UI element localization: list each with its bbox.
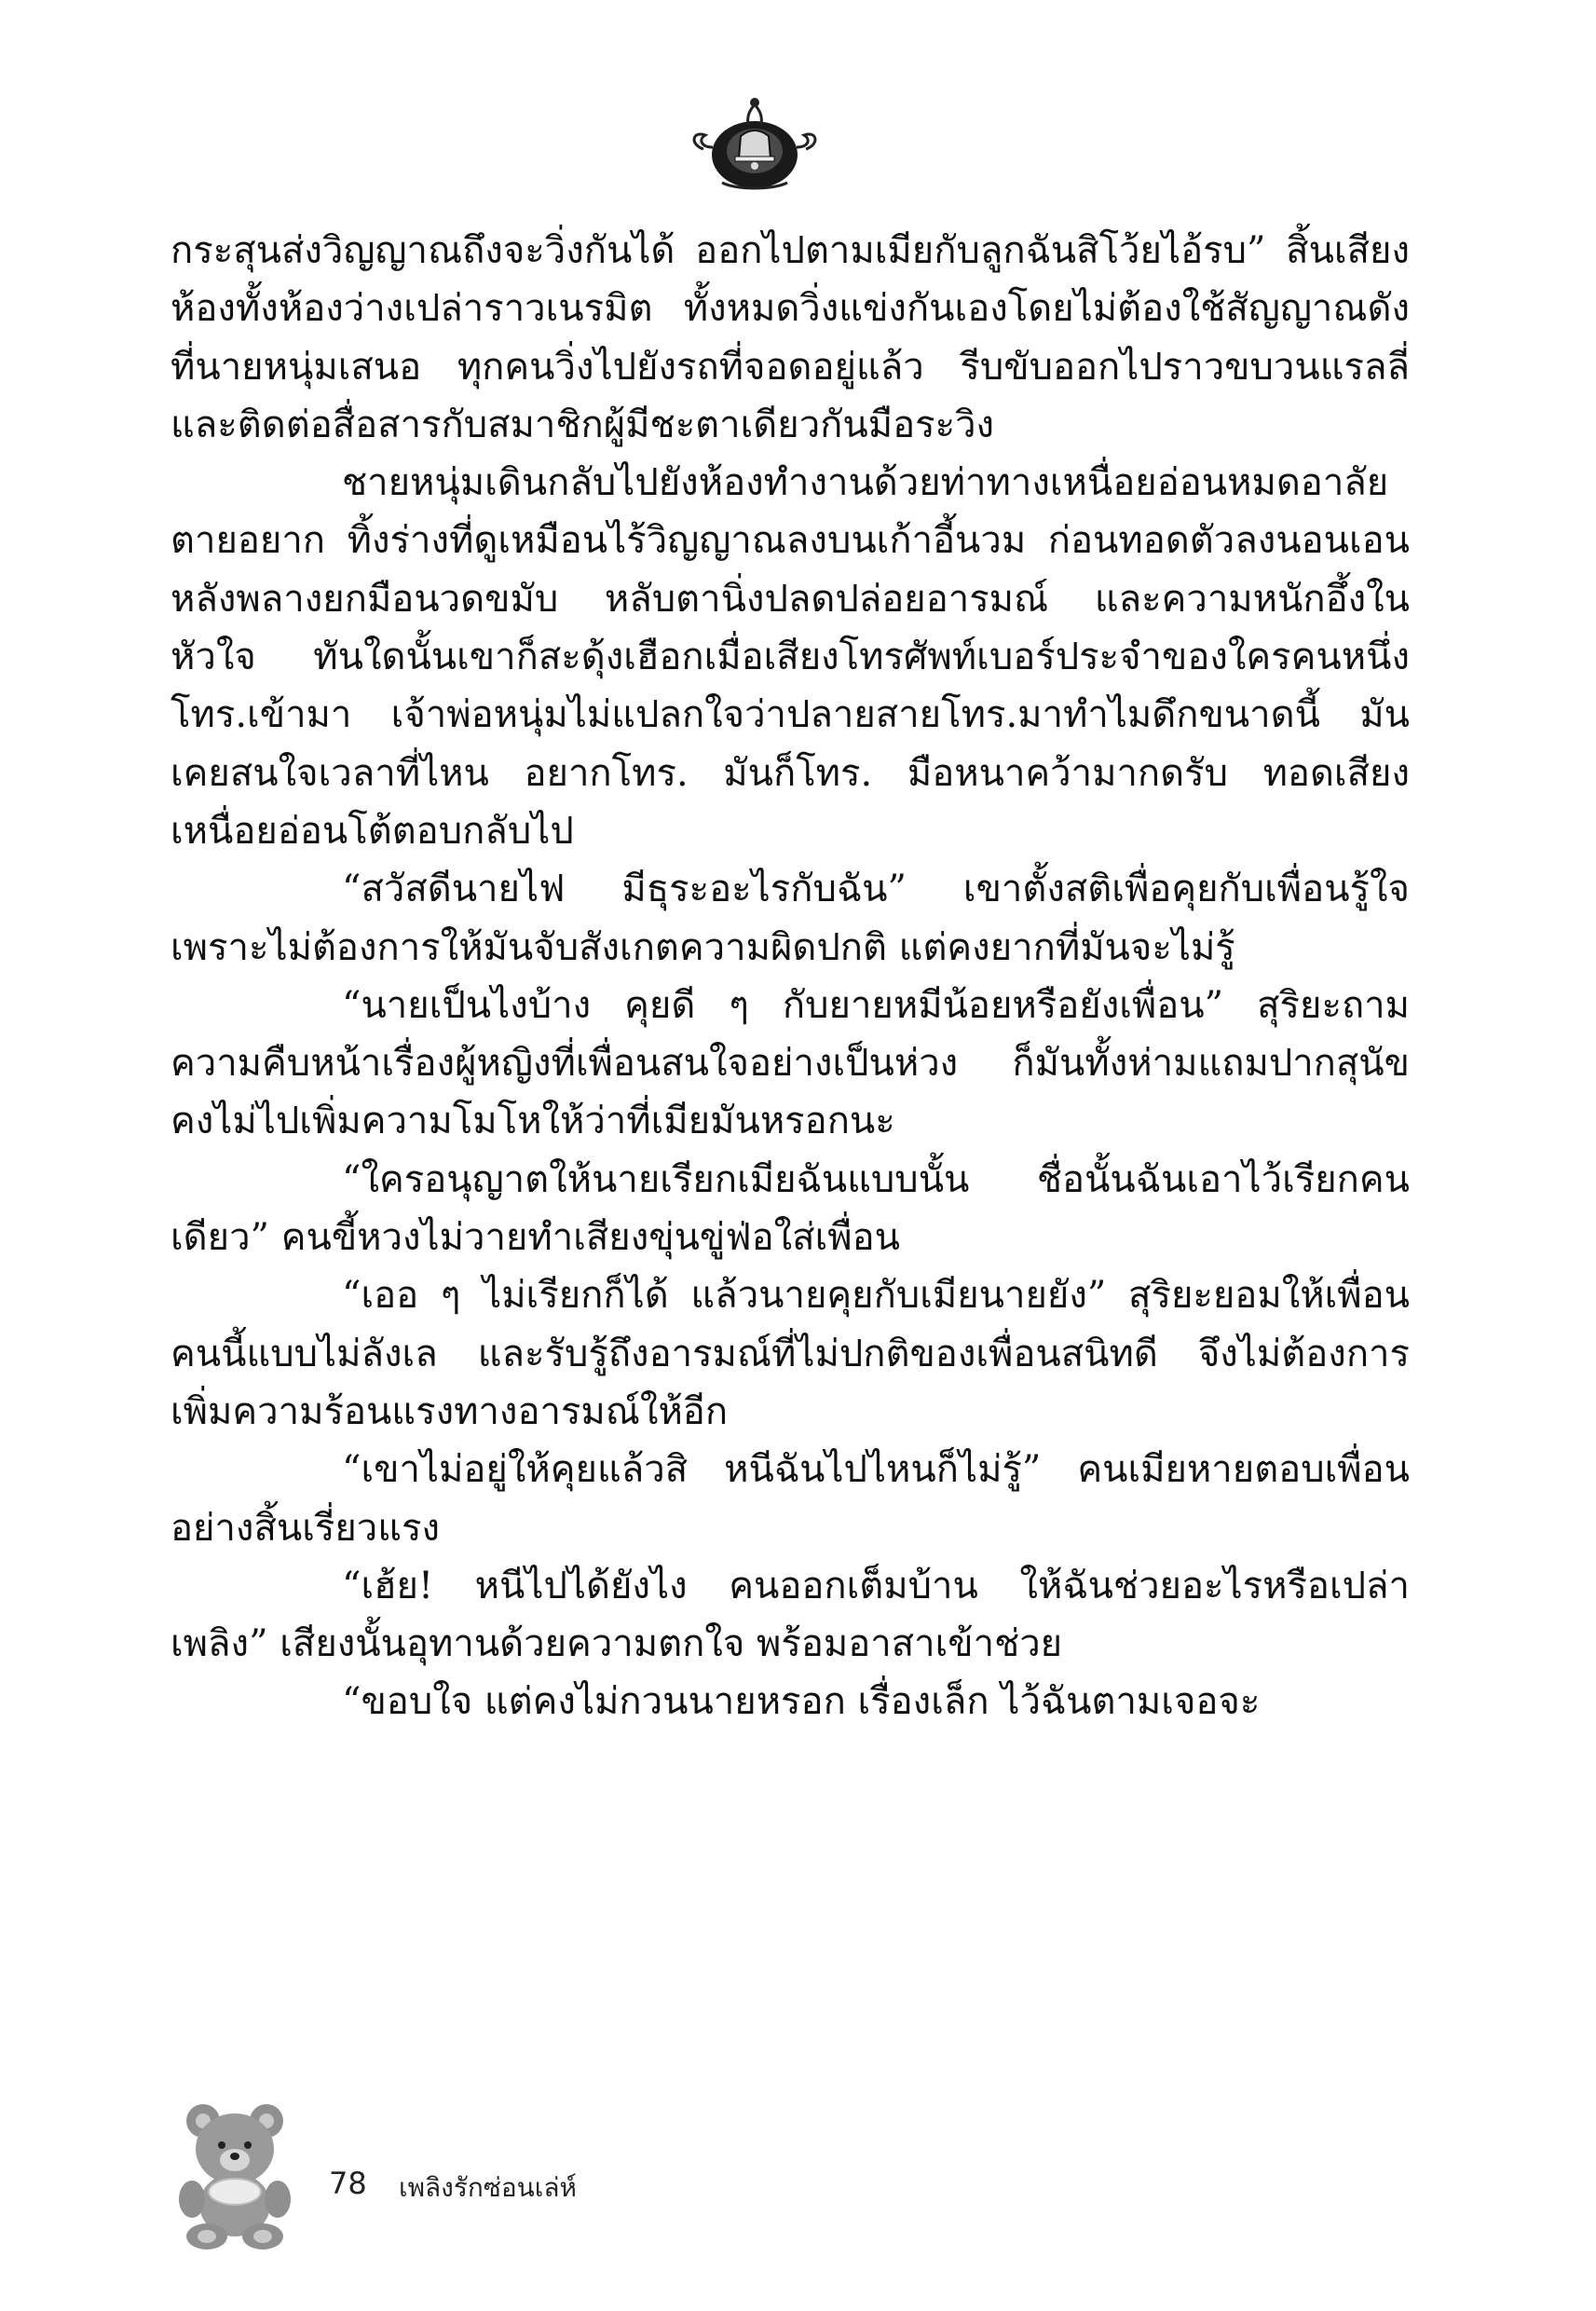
paragraph: “เฮ้ย! หนีไปได้ยังไง คนออกเต็มบ้าน ให้ฉันช่วยอะไรหรือเปล่าเพลิง” เสียงนั้นอุทานด้วยความตกใจ พร้อมอาสาเข้าช่วย: [171, 1564, 1410, 1666]
paragraph: กระสุนส่งวิญญาณถึงจะวิ่งกันได้ ออกไปตามเมียกับลูกฉันสิโว้ยไอ้รบ” สิ้นเสียง ห้องทั้งห้องว่างเปล่าราวเนรมิต ทั้งหมดวิ่งแข่งกันเองโดยไม่ต้องใช้สัญญาณดังที่นายหนุ่มเสนอ ทุกคนวิ่งไปยังรถที่จอดอยู่แล้ว รีบขับออกไปราวขบวนแรลลี่ และติดต่อสื่อสารกับสมาชิกผู้มีชะตาเดียวกันมือระวิง: [171, 229, 1410, 446]
page-footer: [175, 2095, 827, 2253]
bell-ornament-icon: [685, 93, 825, 196]
page-number: 78: [329, 2166, 367, 2201]
paragraph: “สวัสดีนายไฟ มีธุระอะไรกับฉัน” เขาตั้งสติเพื่อคุยกับเพื่อนรู้ใจ เพราะไม่ต้องการให้มันจับสังเกตความผิดปกติ แต่คงยากที่มันจะไม่รู้: [171, 868, 1410, 969]
paragraph: “เออ ๆ ไม่เรียกก็ได้ แล้วนายคุยกับเมียนายยัง” สุริยะยอมให้เพื่อนคนนี้แบบไม่ลังเล และรับรู้ถึงอารมณ์ที่ไม่ปกติของเพื่อนสนิทดี จึงไม่ต้องการเพิ่มความร้อนแรงทางอารมณ์ให้อีก: [171, 1274, 1410, 1433]
paragraph: “นายเป็นไงบ้าง คุยดี ๆ กับยายหมีน้อยหรือยังเพื่อน” สุริยะถามความคืบหน้าเรื่องผู้หญิงที่เพื่อนสนใจอย่างเป็นห่วง ก็มันทั้งห่ามแถมปากสุนัข คงไม่ไปเพิ่มความโมโหให้ว่าที่เมียมันหรอกนะ: [171, 983, 1410, 1143]
paragraph: “ใครอนุญาตให้นายเรียกเมียฉันแบบนั้น ชื่อนั้นฉันเอาไว้เรียกคนเดียว” คนขี้หวงไม่วายทำเสียงขุ่นขู่ฟ่อใส่เพื่อน: [171, 1157, 1410, 1260]
paragraph: ชายหนุ่มเดินกลับไปยังห้องทำงานด้วยท่าทางเหนื่อยอ่อนหมดอาลัยตายอยาก ทิ้งร่างที่ดูเหมือนไร้วิญญาณลงบนเก้าอี้นวม ก่อนทอดตัวลงนอนเอนหลังพลางยกมือนวดขมับ หลับตานิ่งปลดปล่อยอารมณ์ และความหนักอึ้งในหัวใจ ทันใดนั้นเขาก็สะดุ้งเฮือกเมื่อเสียงโทรศัพท์เบอร์ประจำของใครคนหนึ่งโทร.เข้ามา เจ้าพ่อหนุ่มไม่แปลกใจว่าปลายสายโทร.มาทำไมดึกขนาดนี้ มันเคยสนใจเวลาที่ไหน อยากโทร. มันก็โทร. มือหนาคว้ามากดรับ ทอดเสียงเหนื่อยอ่อนโต้ตอบกลับไป: [171, 461, 1410, 853]
paragraph: “เขาไม่อยู่ให้คุยแล้วสิ หนีฉันไปไหนก็ไม่รู้” คนเมียหายตอบเพื่อนอย่างสิ้นเรี่ยวแรง: [171, 1448, 1410, 1550]
paragraph: “ขอบใจ แต่คงไม่กวนนายหรอก เรื่องเล็ก ไว้ฉันตามเจอจะ: [342, 1680, 1261, 1724]
running-title: เพลิงรักซ่อนเล่ห์: [399, 2172, 577, 2203]
teddy-bear-icon: [175, 2095, 296, 2253]
body-text: [171, 222, 1410, 1731]
